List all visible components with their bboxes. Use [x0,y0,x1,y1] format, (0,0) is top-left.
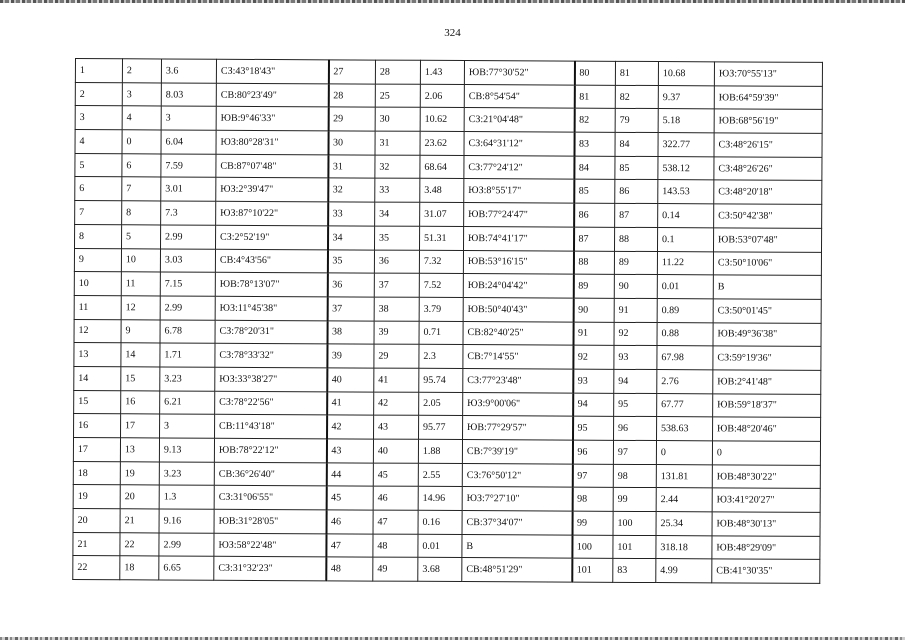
from-point-cell: 99 [572,511,613,535]
distance-cell: 2.99 [161,225,216,249]
bearing-cell: ЮВ:48°20'46" [713,417,821,441]
distance-cell: 3.68 [418,558,462,582]
distance-cell: 31.07 [420,202,464,226]
distance-cell: 322.77 [658,133,714,157]
from-point-cell: 9 [74,248,121,272]
bearing-cell: СВ:41°30'35" [712,559,820,583]
to-point-cell: 37 [374,273,419,297]
distance-cell: 25.34 [656,512,712,536]
to-point-cell: 48 [373,534,418,558]
to-point-cell: 17 [121,414,160,438]
from-point-cell: 85 [574,180,615,204]
distance-cell: 131.81 [656,464,712,488]
from-point-cell: 8 [75,224,122,248]
to-point-cell: 14 [121,343,160,367]
bearing-cell: ЮВ:77°29'57" [463,416,573,440]
bearing-cell: ЮВ:77°24'47" [464,203,574,227]
bearing-cell: ЮЗ:9°00'06" [463,392,573,416]
to-point-cell: 86 [615,180,658,204]
from-point-cell: 3 [75,106,122,130]
to-point-cell: 45 [373,463,418,487]
from-point-cell: 45 [326,486,373,510]
bearing-cell: ЮЗ:2°39'47" [216,178,328,202]
bearing-cell: ЮВ:48°30'13" [712,512,820,536]
from-point-cell: 38 [327,320,374,344]
to-point-cell: 96 [614,417,657,441]
to-point-cell: 5 [122,225,161,249]
to-point-cell: 36 [374,250,419,274]
bearing-cell: СВ:11°43'18" [215,415,327,439]
distance-cell: 1.71 [160,343,215,367]
bearing-cell: СЗ:50°10'06" [713,251,821,275]
from-point-cell: 44 [326,463,373,487]
bearing-cell: СЗ:77°23'48" [463,368,573,392]
distance-cell: 3.79 [419,297,463,321]
to-point-cell: 22 [120,532,159,556]
from-point-cell: 33 [328,202,375,226]
distance-cell: 14.96 [418,487,462,511]
distance-cell: 3 [161,106,216,130]
from-point-cell: 6 [75,177,122,201]
distance-cell: 1.43 [420,60,464,84]
distance-cell: 11.22 [657,251,713,275]
to-point-cell: 87 [615,203,658,227]
from-point-cell: 31 [328,155,375,179]
distance-cell: 10.68 [658,62,714,86]
distance-cell: 2.99 [159,533,214,557]
distance-cell: 7.32 [419,250,463,274]
bearing-cell: СЗ:59°19'36" [713,346,821,370]
to-point-cell: 39 [374,321,419,345]
to-point-cell: 28 [375,60,420,84]
to-point-cell: 31 [375,131,420,155]
distance-cell: 3.23 [159,462,214,486]
bearing-cell: ЮВ:49°36'38" [713,322,821,346]
to-point-cell: 83 [613,559,656,583]
from-point-cell: 82 [574,108,615,132]
distance-cell: 6.04 [161,130,216,154]
distance-cell: 2.76 [657,369,713,393]
from-point-cell: 90 [573,298,614,322]
to-point-cell: 19 [120,461,159,485]
to-point-cell: 33 [375,179,420,203]
distance-cell: 0.1 [657,227,713,251]
to-point-cell: 6 [122,153,161,177]
to-point-cell: 91 [614,298,657,322]
bearing-cell: СВ:37°34'07" [462,511,572,535]
bearing-cell: СВ:36°26'40" [214,462,326,486]
from-point-cell: 27 [328,60,375,84]
bearing-cell: СЗ:43°18'43" [216,59,328,83]
from-point-cell: 95 [573,416,614,440]
from-point-cell: 18 [73,461,120,485]
bearing-cell: СВ:80°23'49" [216,83,328,107]
distance-cell: 2.05 [419,392,463,416]
bearing-cell: СЗ:76°50'12" [462,463,572,487]
from-point-cell: 48 [326,557,373,581]
to-point-cell: 93 [614,346,657,370]
to-point-cell: 38 [374,297,419,321]
to-point-cell: 101 [613,535,656,559]
bearing-cell: СЗ:77°24'12" [464,155,574,179]
bearing-cell: СЗ:64°31'12" [464,132,574,156]
from-point-cell: 4 [75,130,122,154]
distance-cell: 3.03 [160,248,215,272]
to-point-cell: 10 [121,248,160,272]
distance-cell: 0.01 [418,534,462,558]
to-point-cell: 4 [122,106,161,130]
to-point-cell: 92 [614,322,657,346]
distance-cell: 9.16 [159,509,214,533]
from-point-cell: 101 [572,559,613,583]
from-point-cell: 89 [573,274,614,298]
distance-cell: 95.74 [419,368,463,392]
to-point-cell: 97 [613,440,656,464]
to-point-cell: 84 [615,132,658,156]
bearing-cell: СВ:82°40'25" [463,321,573,345]
distance-cell: 9.13 [159,438,214,462]
bearing-cell: СЗ:21°04'48" [464,108,574,132]
bearing-cell: ЮВ:2°41'48" [713,370,821,394]
distance-cell: 9.37 [658,85,714,109]
bearing-cell: ЮЗ:11°45'38" [215,296,327,320]
bearing-cell: ЮЗ:7°27'10" [462,487,572,511]
scan-top-border [0,0,905,3]
from-point-cell: 12 [74,319,121,343]
from-point-cell: 2 [75,82,122,106]
from-point-cell: 84 [574,156,615,180]
to-point-cell: 9 [121,319,160,343]
distance-cell: 1.3 [159,485,214,509]
bearing-cell: ЮВ:48°30'22" [712,465,820,489]
from-point-cell: 34 [328,226,375,250]
to-point-cell: 30 [375,107,420,131]
distance-cell: 7.15 [160,272,215,296]
bearing-cell: ЮВ:68°56'19" [714,109,822,133]
distance-cell: 7.3 [161,201,216,225]
to-point-cell: 79 [615,109,658,133]
bearing-cell: СВ:4°43'56" [215,249,327,273]
to-point-cell: 47 [373,510,418,534]
to-point-cell: 35 [375,226,420,250]
bearing-cell: ЮВ:78°22'12" [214,438,326,462]
to-point-cell: 29 [374,344,419,368]
from-point-cell: 5 [75,153,122,177]
distance-cell: 0.88 [657,322,713,346]
distance-cell: 68.64 [420,155,464,179]
table-row [73,556,820,584]
distance-cell: 7.52 [419,273,463,297]
from-point-cell: 96 [572,440,613,464]
from-point-cell: 98 [572,487,613,511]
table-body [73,59,823,584]
distance-cell: 5.18 [658,109,714,133]
to-point-cell: 42 [374,392,419,416]
distance-cell: 6.65 [159,556,214,580]
survey-table-container [72,58,823,584]
bearing-cell: СЗ:78°20'31" [215,320,327,344]
bearing-cell: ЮЗ:70°55'13" [714,62,822,86]
from-point-cell: 15 [74,390,121,414]
distance-cell: 538.12 [658,156,714,180]
distance-cell: 538.63 [657,417,713,441]
survey-table [72,58,823,584]
from-point-cell: 13 [74,343,121,367]
to-point-cell: 82 [615,85,658,109]
bearing-cell: ЮЗ:33°38'27" [215,367,327,391]
to-point-cell: 3 [122,82,161,106]
from-point-cell: 20 [73,509,120,533]
to-point-cell: 46 [373,486,418,510]
bearing-cell: ЮВ:77°30'52" [464,61,574,85]
from-point-cell: 43 [326,439,373,463]
bearing-cell: СЗ:48°20'18" [714,180,822,204]
bearing-cell: СВ:7°14'55" [463,345,573,369]
from-point-cell: 81 [574,85,615,109]
bearing-cell: ЮВ:64°59'39" [714,86,822,110]
distance-cell: 10.62 [420,108,464,132]
to-point-cell: 20 [120,485,159,509]
from-point-cell: 39 [327,344,374,368]
bearing-cell: ЮВ:59°18'37" [713,393,821,417]
to-point-cell: 7 [122,177,161,201]
from-point-cell: 41 [327,391,374,415]
distance-cell: 7.59 [161,154,216,178]
bearing-cell: СЗ:50°01'45" [713,299,821,323]
from-point-cell: 10 [74,272,121,296]
bearing-cell: ЮВ:9°46'33" [216,107,328,131]
bearing-cell: СВ:8°54'54" [464,84,574,108]
bearing-cell: ЮВ:24°04'42" [463,274,573,298]
bearing-cell: СЗ:2°52'19" [216,225,328,249]
from-point-cell: 16 [74,414,121,438]
from-point-cell: 32 [328,178,375,202]
from-point-cell: 19 [73,485,120,509]
from-point-cell: 30 [328,131,375,155]
from-point-cell: 29 [328,107,375,131]
bearing-cell: СЗ:31°06'55" [214,486,326,510]
distance-cell: 51.31 [420,226,464,250]
distance-cell: 0.16 [418,510,462,534]
to-point-cell: 99 [613,488,656,512]
to-point-cell: 16 [121,390,160,414]
to-point-cell: 8 [122,201,161,225]
page-number: 324 [444,27,461,39]
to-point-cell: 21 [120,509,159,533]
distance-cell: 3.23 [160,367,215,391]
bearing-cell: ЮВ:53°16'15" [463,250,573,274]
to-point-cell: 100 [613,511,656,535]
bearing-cell: СЗ:50°42'38" [714,204,822,228]
to-point-cell: 94 [614,369,657,393]
from-point-cell: 83 [574,132,615,156]
from-point-cell: 80 [574,61,615,85]
from-point-cell: 93 [573,369,614,393]
distance-cell: 3.01 [161,177,216,201]
from-point-cell: 88 [573,251,614,275]
to-point-cell: 85 [615,156,658,180]
distance-cell: 2.55 [418,463,462,487]
distance-cell: 2.06 [420,84,464,108]
from-point-cell: 22 [73,556,120,580]
distance-cell: 318.18 [656,535,712,559]
from-point-cell: 35 [327,249,374,273]
to-point-cell: 90 [614,275,657,299]
bearing-cell: СВ:87°07'48" [216,154,328,178]
distance-cell: 0.14 [658,204,714,228]
distance-cell: 6.21 [160,391,215,415]
to-point-cell: 95 [614,393,657,417]
bearing-cell: СЗ:48°26'26" [714,157,822,181]
bearing-cell: ЮВ:48°29'09" [712,536,820,560]
distance-cell: 6.78 [160,320,215,344]
bearing-cell: ЮЗ:80°28'31" [216,130,328,154]
from-point-cell: 91 [573,322,614,346]
from-point-cell: 42 [327,415,374,439]
to-point-cell: 18 [120,556,159,580]
bearing-cell: ЮВ:78°13'07" [215,272,327,296]
from-point-cell: 28 [328,84,375,108]
from-point-cell: 46 [326,510,373,534]
from-point-cell: 17 [73,437,120,461]
to-point-cell: 98 [613,464,656,488]
distance-cell: 3.48 [420,179,464,203]
from-point-cell: 97 [572,464,613,488]
distance-cell: 143.53 [658,180,714,204]
distance-cell: 95.77 [419,416,463,440]
to-point-cell: 34 [375,202,420,226]
bearing-cell: ЮЗ:87°10'22" [216,201,328,225]
to-point-cell: 25 [375,84,420,108]
from-point-cell: 36 [327,273,374,297]
to-point-cell: 32 [375,155,420,179]
to-point-cell: 0 [122,130,161,154]
from-point-cell: 14 [74,366,121,390]
distance-cell: 8.03 [161,83,216,107]
from-point-cell: 40 [327,368,374,392]
distance-cell: 23.62 [420,131,464,155]
from-point-cell: 87 [573,227,614,251]
bearing-cell: ЮВ:53°07'48" [713,228,821,252]
bearing-cell: ЮЗ:8°55'17" [464,179,574,203]
to-point-cell: 49 [373,558,418,582]
to-point-cell: 13 [120,438,159,462]
from-point-cell: 37 [327,297,374,321]
to-point-cell: 88 [614,227,657,251]
distance-cell: 3 [160,414,215,438]
bearing-cell: СЗ:31°32'23" [214,557,326,581]
to-point-cell: 40 [373,439,418,463]
bearing-cell: ЮЗ:58°22'48" [214,533,326,557]
distance-cell: 4.99 [656,559,712,583]
bearing-cell: СВ:7°39'19" [462,440,572,464]
distance-cell: 2.44 [656,488,712,512]
bearing-cell: ЮЗ:41°20'27" [712,488,820,512]
distance-cell: 67.77 [657,393,713,417]
to-point-cell: 12 [121,296,160,320]
bearing-cell: СЗ:48°26'15" [714,133,822,157]
to-point-cell: 2 [122,59,161,83]
to-point-cell: 89 [614,251,657,275]
from-point-cell: 100 [572,535,613,559]
to-point-cell: 81 [615,61,658,85]
to-point-cell: 41 [374,368,419,392]
from-point-cell: 7 [75,201,122,225]
from-point-cell: 47 [326,534,373,558]
bearing-cell: 0 [712,441,820,465]
distance-cell: 0.01 [657,275,713,299]
distance-cell: 2.99 [160,296,215,320]
from-point-cell: 11 [74,295,121,319]
distance-cell: 2.3 [419,345,463,369]
from-point-cell: 21 [73,532,120,556]
distance-cell: 0.89 [657,298,713,322]
to-point-cell: 15 [121,367,160,391]
distance-cell: 0.71 [419,321,463,345]
distance-cell: 0 [656,441,712,465]
bearing-cell: ЮВ:50°40'43" [463,297,573,321]
bearing-cell: В [462,534,572,558]
bearing-cell: СВ:48°51'29" [462,558,572,582]
bearing-cell: СЗ:78°33'32" [215,343,327,367]
bearing-cell: ЮВ:74°41'17" [463,226,573,250]
distance-cell: 67.98 [657,346,713,370]
from-point-cell: 1 [75,59,122,83]
bearing-cell: ЮВ:31°28'05" [214,509,326,533]
to-point-cell: 43 [374,415,419,439]
distance-cell: 3.6 [161,59,216,83]
bearing-cell: СЗ:78°22'56" [215,391,327,415]
distance-cell: 1.88 [418,439,462,463]
from-point-cell: 94 [573,393,614,417]
to-point-cell: 11 [121,272,160,296]
from-point-cell: 92 [573,345,614,369]
from-point-cell: 86 [574,203,615,227]
bearing-cell: В [713,275,821,299]
